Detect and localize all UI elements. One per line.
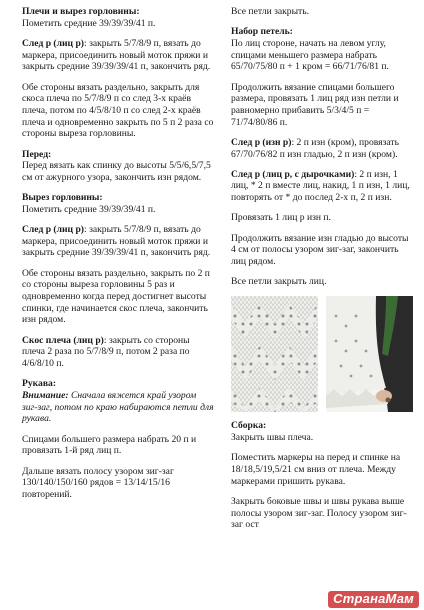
paragraph-side-seams: Закрыть боковые швы и швы рукава выше полосы узором зиг-заг. Полосу узором зиг-заг ост (231, 495, 407, 531)
text-next-row-purl: : 2 п изн (кром), провязать 67/70/76/82 п изн гладью, 2 п изн (кром). (231, 136, 399, 160)
paragraph-assembly (231, 420, 411, 443)
photo-row (231, 296, 413, 412)
paragraph-separate-2: Обе стороны вязать раздельно, закрыть по 2 п со стороны выреза горловины 5 раз и одновременно когда перед достигнет высоты спинки, где начинается скос плеча, закончить изн рядом. (22, 267, 210, 326)
text-eyelet-row: : 2 п изн, 1 лиц, * 2 п вместе лиц, накид, 1 п изн, 1 лиц, повторять от * до послед 2-х п, 2 п изн. (231, 168, 410, 204)
paragraph-next-row-purl (231, 137, 411, 160)
lace-detail-photo (231, 296, 318, 412)
text-next-row-1: : закрыть 5/7/8/9 п, вязать до маркера, присоединить новый моток пряжи и закрыть средние 39/39/39/41 п, закончить ряд. (22, 37, 211, 73)
lead-next-row-1: След р (лиц р) (22, 37, 84, 49)
heading-pick-up: Набор петель: (231, 26, 293, 38)
paragraph-pick-up (231, 26, 411, 73)
sleeve-model-photo (326, 296, 413, 412)
heading-sleeves: Рукава: (22, 378, 57, 390)
text-mark-center: Пометить средние 39/39/39/41 п. (22, 17, 156, 29)
lead-attention: Внимание: (22, 389, 69, 401)
paragraph-knit-one-row: Провязать 1 лиц р изн п. (231, 212, 331, 224)
paragraph-eyelet-row (231, 169, 411, 204)
text-assembly: Закрыть швы плеча. (231, 432, 314, 444)
site-watermark (328, 591, 419, 608)
right-column (231, 6, 411, 539)
paragraph-sleeves (22, 378, 214, 425)
paragraph-separate-1: Обе стороны вязать раздельно, закрыть для скоса плеча по 5/7/8/9 п со след 3-х краёв плеча, потом по 4/5/8/10 п со след 2-х краёв плеча и одновременно закрыть по 5 п 2 раза со стороны выреза горловины. (22, 81, 214, 140)
paragraph-zigzag: Дальше вязать полосу узором зиг-заг 130/140/150/160 рядов = 13/14/15/16 повторений. (22, 465, 174, 500)
watermark-text: СтранаМам (333, 591, 414, 607)
sleeve-worn-image (326, 296, 413, 412)
lead-next-row-2: След р (лиц р) (22, 224, 84, 236)
paragraph-markers: Поместить маркеры на перед и спинке на 18/18,5/19,5/21 см вниз от плеча. Между маркерами пришить рукава. (231, 452, 401, 487)
paragraph-next-row-2 (22, 224, 214, 259)
lead-eyelet-row: След р (лиц р, с дырочками) (231, 168, 355, 180)
heading-shoulders-neckline: Плечи и вырез горловины: (22, 6, 140, 17)
text-neckline: Пометить средние 39/39/39/41 п. (22, 203, 156, 215)
paragraph-bind-off-all: Все петли закрыть. (231, 6, 310, 17)
text-shoulder-slope: : закрыть со стороны плеча 2 раза по 5/7/8/9 п, потом 2 раза по 4/6/8/10 п. (22, 334, 190, 370)
left-column (22, 6, 214, 509)
paragraph-cast-on: Спицами большего размера набрать 20 п и провязать 1-й ряд лиц п. (22, 433, 197, 457)
paragraph-shoulder-slope (22, 335, 214, 370)
text-pick-up: По лиц стороне, начать на левом углу, спицами меньшего размера набрать 65/70/75/80 п + 1 кром = 66/71/76/81 п. (231, 37, 389, 73)
heading-assembly: Сборка: (231, 420, 267, 432)
heading-neckline: Вырез горловины: (22, 192, 103, 204)
lead-next-row-purl: След р (изн р) (231, 136, 292, 148)
lead-shoulder-slope: Скос плеча (лиц р) (22, 334, 104, 346)
paragraph-front (22, 149, 214, 184)
lace-pattern-image (231, 296, 318, 412)
text-attention: Сначала вяжется край узором зиг-заг, потом по краю набираются петли для рукава. (22, 389, 214, 425)
paragraph-next-row-1 (22, 38, 214, 73)
paragraph-neckline (22, 192, 214, 215)
paragraph-shoulders (22, 6, 214, 29)
text-front: Перед вязать как спинку до высоты 5/5/6,5/7,5 см от ажурного узора, закончить изн рядом. (22, 160, 211, 183)
text-next-row-2: : закрыть 5/7/8/9 п, вязать до маркера, присоединить новый моток пряжи и закрыть средние 39/39/39/41 п, закончить ряд. (22, 224, 211, 259)
heading-front: Перед: (22, 148, 52, 160)
paragraph-continue-larger: Продолжить вязание спицами большего размера, провязать 1 лиц ряд изн петли и равномерно прибавить 5/3/4/5 п = 71/74/80/86 п. (231, 81, 399, 128)
paragraph-bind-off-knit: Все петли закрыть лиц. (231, 276, 327, 288)
paragraph-stockinette: Продолжить вязание изн гладью до высоты 4 см от полосы узором зиг-заг, закончить лиц рядом. (231, 232, 409, 267)
